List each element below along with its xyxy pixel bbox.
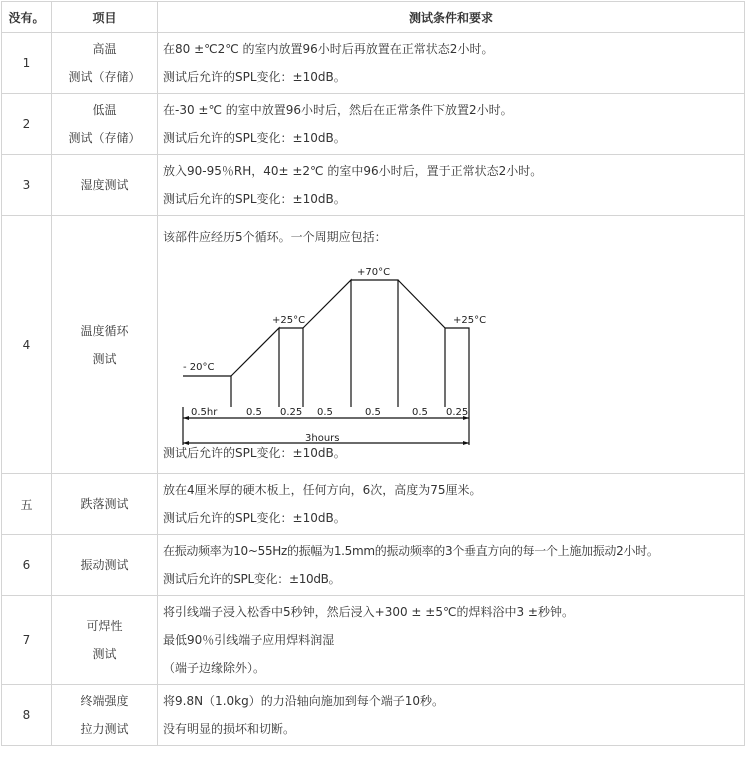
test-requirements xyxy=(158,474,745,535)
row-number: 五 xyxy=(2,474,52,535)
segment-label: 0.5hr xyxy=(191,406,218,418)
requirement-line: 将9.8N（1.0kg）的力沿轴向施加到每个端子10秒。 xyxy=(163,694,444,708)
profile-high-hold xyxy=(351,280,398,407)
requirement-line: 测试后允许的SPL变化：±10dB。 xyxy=(163,192,346,206)
test-item-line: 温度循环 xyxy=(80,323,129,338)
requirement-line: 测试后允许的SPL变化：±10dB。 xyxy=(163,445,346,460)
segment-label: 0.5 xyxy=(412,406,428,418)
test-item xyxy=(52,535,158,596)
row-number: 8 xyxy=(2,685,52,746)
segment-label: 0.25 xyxy=(280,406,303,418)
requirement-line: 在振动频率为10~55Hz的振幅为1.5mm的振动频率的3个垂直方向的每一个上施加振动2小时。 xyxy=(163,544,659,558)
table-header-row xyxy=(2,2,745,33)
test-requirements xyxy=(158,33,745,94)
row-number: 4 xyxy=(2,216,52,474)
test-item-line: 测试 xyxy=(92,351,117,366)
requirement-line: 将引线端子浸入松香中5秒钟，然后浸入+300 ± ±5℃的焊料浴中3 ±秒钟。 xyxy=(163,605,574,619)
test-item xyxy=(52,33,158,94)
test-item xyxy=(52,94,158,155)
label-temp-low: - 20°C xyxy=(183,361,215,373)
test-item xyxy=(52,155,158,216)
test-item-line: 测试（存储） xyxy=(68,131,141,145)
column-header-no: 没有。 xyxy=(2,2,52,33)
test-requirements xyxy=(158,596,745,685)
segment-label: 0.5 xyxy=(317,406,333,418)
table-row xyxy=(2,535,745,596)
temperature-cycle-svg xyxy=(181,257,491,444)
column-header-requirements: 测试条件和要求 xyxy=(158,2,745,33)
requirement-line: 在80 ±℃2℃ 的室内放置96小时后再放置在正常状态2小时。 xyxy=(163,42,494,56)
table-row xyxy=(2,33,745,94)
requirement-line: 测试后允许的SPL变化：±10dB。 xyxy=(163,70,346,84)
test-item xyxy=(52,596,158,685)
table-row xyxy=(2,94,745,155)
table-row xyxy=(2,216,745,474)
requirement-line: 测试后允许的SPL变化：±10dB。 xyxy=(163,511,346,525)
test-requirements xyxy=(158,216,745,474)
cycle-profile xyxy=(183,280,469,445)
profile-low-hold xyxy=(183,376,231,407)
requirement-line: 放入90-95％RH，40± ±2℃ 的室中96小时后，置于正常状态2小时。 xyxy=(163,164,543,178)
table-row xyxy=(2,596,745,685)
label-temp-mid-2: +25°C xyxy=(453,314,487,326)
profile-ramp-down xyxy=(398,280,445,407)
requirement-line: 最低90％引线端子应用焊料润湿 xyxy=(163,633,335,647)
requirement-line: （端子边缘除外）。 xyxy=(163,661,266,675)
test-item xyxy=(52,216,158,474)
requirement-line: 测试后允许的SPL变化：±10dB。 xyxy=(163,131,346,145)
row-number: 1 xyxy=(2,33,52,94)
test-item-line: 高温 xyxy=(92,42,117,56)
temperature-cycle-diagram xyxy=(163,251,740,444)
test-item-line: 可焊性 xyxy=(86,619,123,633)
table-row xyxy=(2,474,745,535)
test-item-line: 测试（存储） xyxy=(68,70,141,84)
requirement-line: 在-30 ±℃ 的室中放置96小时后，然后在正常条件下放置2小时。 xyxy=(163,103,513,117)
test-item xyxy=(52,474,158,535)
column-header-item: 项目 xyxy=(52,2,158,33)
label-temp-high: +70°C xyxy=(357,266,391,278)
row-number: 6 xyxy=(2,535,52,596)
profile-mid-hold-2 xyxy=(445,328,469,407)
requirement-line: 测试后允许的SPL变化：±10dB。 xyxy=(163,572,341,586)
segment-label: 0.5 xyxy=(365,406,381,418)
test-item-line: 测试 xyxy=(92,647,117,661)
test-item-line: 湿度测试 xyxy=(80,178,129,192)
test-requirements xyxy=(158,535,745,596)
test-conditions-table xyxy=(1,1,745,746)
segment-label: 0.5 xyxy=(246,406,262,418)
test-item-line: 跌落测试 xyxy=(80,497,129,511)
test-item-line: 终端强度 xyxy=(80,694,129,708)
segment-label: 0.25 xyxy=(446,406,469,418)
test-item-line: 振动测试 xyxy=(80,558,129,572)
test-requirements xyxy=(158,155,745,216)
total-duration-label: 3hours xyxy=(305,432,340,444)
table-row xyxy=(2,155,745,216)
profile-mid-hold-1 xyxy=(279,328,303,407)
profile-ramp-up-1 xyxy=(231,328,279,407)
requirement-line: 该部件应经历5个循环。一个周期应包括： xyxy=(163,229,387,244)
requirement-line: 放在4厘米厚的硬木板上，任何方向，6次，高度为75厘米。 xyxy=(163,483,482,497)
test-item-line: 拉力测试 xyxy=(80,722,129,736)
row-number: 7 xyxy=(2,596,52,685)
test-item xyxy=(52,685,158,746)
row-number: 3 xyxy=(2,155,52,216)
row-number: 2 xyxy=(2,94,52,155)
test-requirements xyxy=(158,94,745,155)
profile-ramp-up-2 xyxy=(303,280,351,407)
requirement-line: 没有明显的损坏和切断。 xyxy=(163,722,296,736)
table-row xyxy=(2,685,745,746)
test-requirements xyxy=(158,685,745,746)
test-item-line: 低温 xyxy=(92,103,117,117)
label-temp-mid-1: +25°C xyxy=(272,314,306,326)
